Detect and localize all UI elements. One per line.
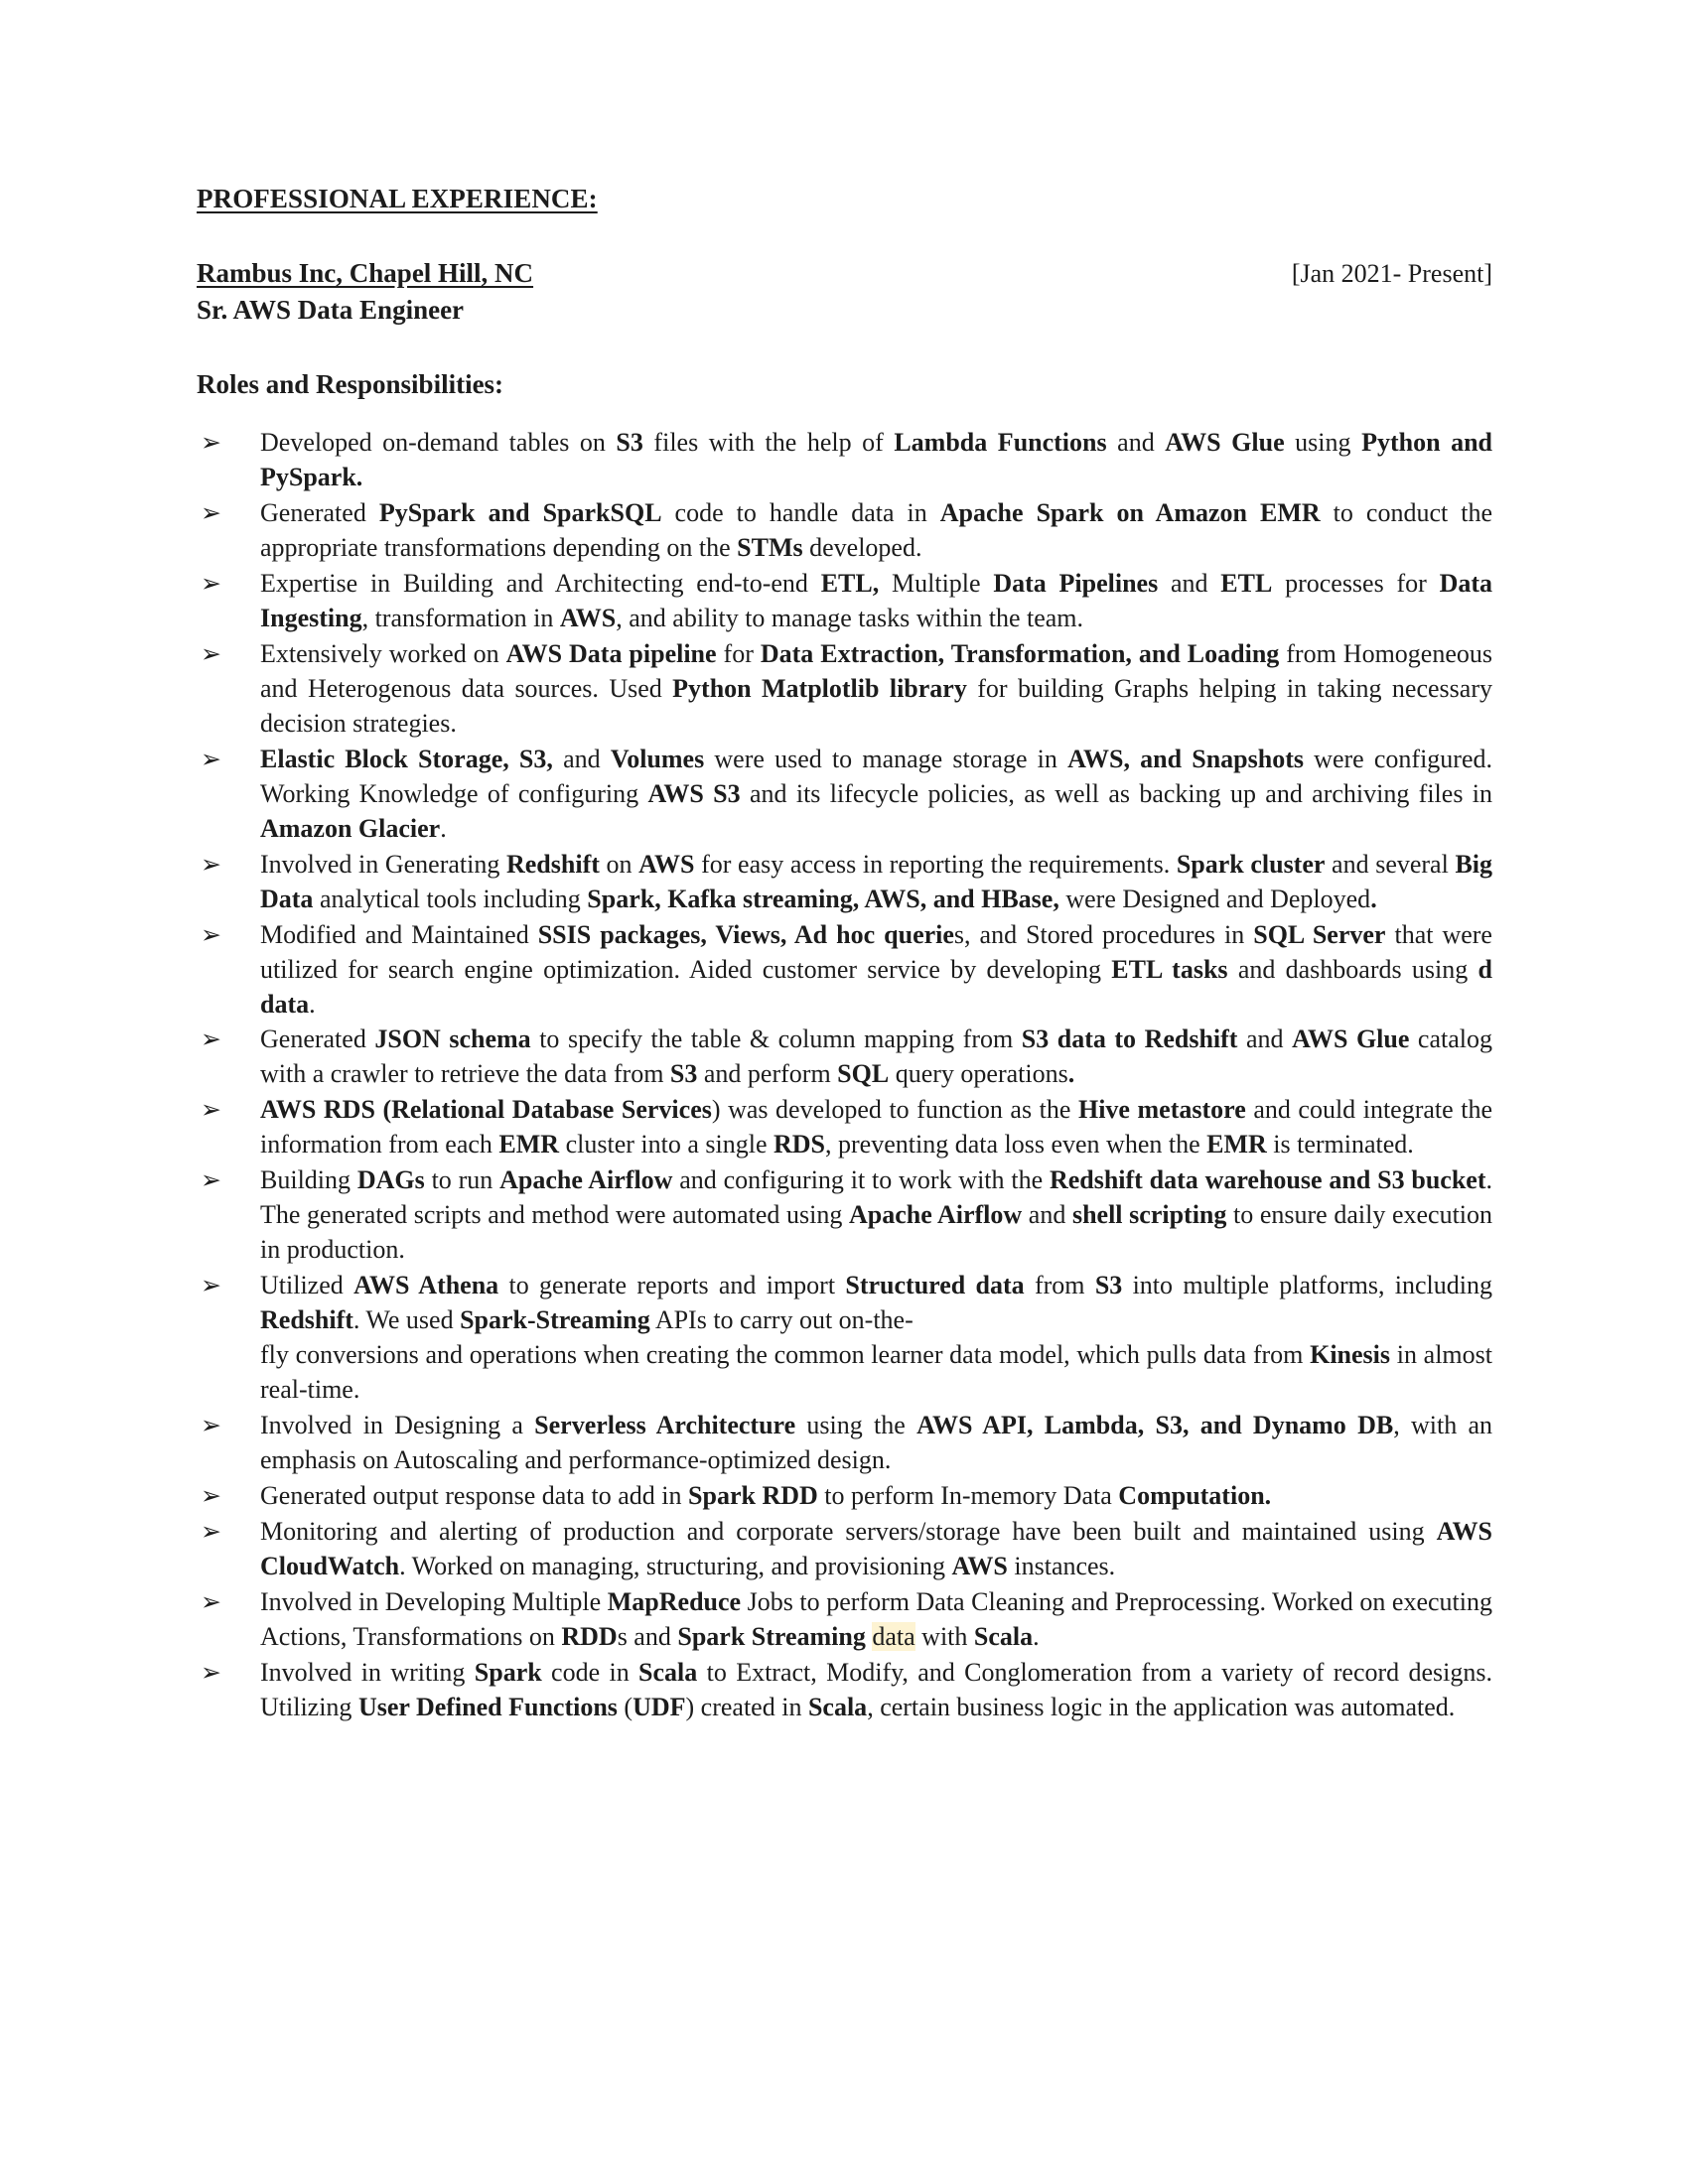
employment-date-range: [Jan 2021- Present] [1291,259,1492,288]
list-item-text: Generated PySpark and SparkSQL code to handle data in Apache Spark on Amazon EMR to conduct the appropriate transformations depending on the STMs developed. [260,497,1492,562]
list-item-text: Utilized AWS Athena to generate reports and import Structured data from S3 into multiple platforms, including Redshift. We used Spark-Streaming APIs to carry out on-the- fly conversions and operations when creating the common learner data model, which pulls data from Kinesis in almost real-time. [260,1271,1492,1405]
arrowhead-bullet-icon: ➢ [201,428,221,457]
list-item-text: Involved in Designing a Serverless Architecture using the AWS API, Lambda, S3, and Dynamo DB, with an emphasis on Autoscaling and performance-optimized design. [260,1411,1493,1475]
list-item [197,1023,1492,1092]
arrowhead-bullet-icon: ➢ [201,1095,221,1125]
company-name: Rambus Inc, Chapel Hill, NC [197,258,534,288]
arrowhead-bullet-icon: ➢ [201,1586,221,1616]
list-item [197,1163,1492,1268]
arrowhead-bullet-icon: ➢ [201,744,221,773]
job-title: Sr. AWS Data Engineer [197,295,465,325]
list-item-text: Developed on-demand tables on S3 files with the help of Lambda Functions and AWS Glue using Python and PySpark. [260,428,1492,491]
list-item-text: Involved in writing Spark code in Scala to Extract, Modify, and Conglomeration from a variety of record designs. Utilizing User Defined Functions (UDF) created in Scala, certain business logic in the application was automated. [260,1657,1492,1721]
list-item-text: Generated output response data to add in Spark RDD to perform In-memory Data Computation. [260,1481,1272,1511]
list-item [197,1656,1492,1725]
arrowhead-bullet-icon: ➢ [201,1024,221,1054]
list-item [197,848,1492,917]
list-item [197,743,1492,847]
roles-responsibilities-heading: Roles and Responsibilities: [197,369,504,399]
list-item-text: Monitoring and alerting of production and corporate servers/storage have been built and maintained using AWS CloudWatch. Worked on managing, structuring, and provisioning AWS instances. [260,1517,1492,1580]
list-item-text: AWS RDS (Relational Database Services) was developed to function as the Hive metastore and could integrate the information from each EMR cluster into a single RDS, preventing data loss even when the EMR is terminated. [260,1095,1492,1160]
list-item [197,496,1492,566]
list-item [197,1093,1492,1162]
list-item-text: Expertise in Building and Architecting end-to-end ETL, Multiple Data Pipelines and ETL processes for Data Ingesting, transformation in AWS, and ability to manage tasks within the team. [260,568,1492,632]
list-item-text: Generated JSON schema to specify the table & column mapping from S3 data to Redshift and AWS Glue catalog with a crawler to retrieve the data from S3 and perform SQL query operations. [260,1024,1492,1089]
list-item [197,918,1492,1023]
page-title: PROFESSIONAL EXPERIENCE: [197,184,598,213]
arrowhead-bullet-icon: ➢ [201,1411,221,1440]
arrowhead-bullet-icon: ➢ [201,1481,221,1511]
highlighted-text: data [872,1621,915,1651]
arrowhead-bullet-icon: ➢ [201,1657,221,1687]
list-item [197,637,1492,742]
list-item-text: Modified and Maintained SSIS packages, Views, Ad hoc queries, and Stored procedures in SQL Server that were utilized for search engine optimization. Aided customer service by developing ETL tasks and dashboards using d data. [260,919,1492,1019]
list-item [197,567,1492,636]
arrowhead-bullet-icon: ➢ [201,638,221,668]
list-item-text: Building DAGs to run Apache Airflow and configuring it to work with the Redshift data warehouse and S3 bucket. The generated scripts and method were automated using Apache Airflow and shell scripting to ensure daily execution in production. [260,1165,1493,1265]
list-item [197,1409,1492,1478]
arrowhead-bullet-icon: ➢ [201,1165,221,1195]
list-item [197,1479,1492,1514]
list-item [197,1585,1492,1655]
list-item [197,1515,1492,1584]
list-item-text: Elastic Block Storage, S3, and Volumes were used to manage storage in AWS, and Snapshots were configured. Working Knowledge of configuring AWS S3 and its lifecycle policies, as well as backing up and archiving files in Amazon Glacier. [260,744,1492,843]
list-item-text: Involved in Developing Multiple MapReduce Jobs to perform Data Cleaning and Preprocessing. Worked on executing Actions, Transformations on RDDs and Spark Streaming data with Scala. [260,1586,1492,1651]
arrowhead-bullet-icon: ➢ [201,919,221,949]
resume-content [197,184,1492,1726]
arrowhead-bullet-icon: ➢ [201,849,221,879]
responsibilities-list [197,426,1492,1725]
company-header-row [197,258,1492,289]
list-item [197,426,1492,495]
arrowhead-bullet-icon: ➢ [201,497,221,527]
list-item-text: Extensively worked on AWS Data pipeline for Data Extraction, Transformation, and Loading from Homogeneous and Heterogenous data sources. Used Python Matplotlib library for building Graphs helping in taking necessary decision strategies. [260,638,1492,738]
arrowhead-bullet-icon: ➢ [201,1271,221,1300]
arrowhead-bullet-icon: ➢ [201,1517,221,1547]
list-item-text: Involved in Generating Redshift on AWS for easy access in reporting the requirements. Spark cluster and several Big Data analytical tools including Spark, Kafka streaming, AWS, and HBase, were Designed and Deployed. [260,849,1493,913]
arrowhead-bullet-icon: ➢ [201,568,221,598]
list-item [197,1269,1492,1408]
